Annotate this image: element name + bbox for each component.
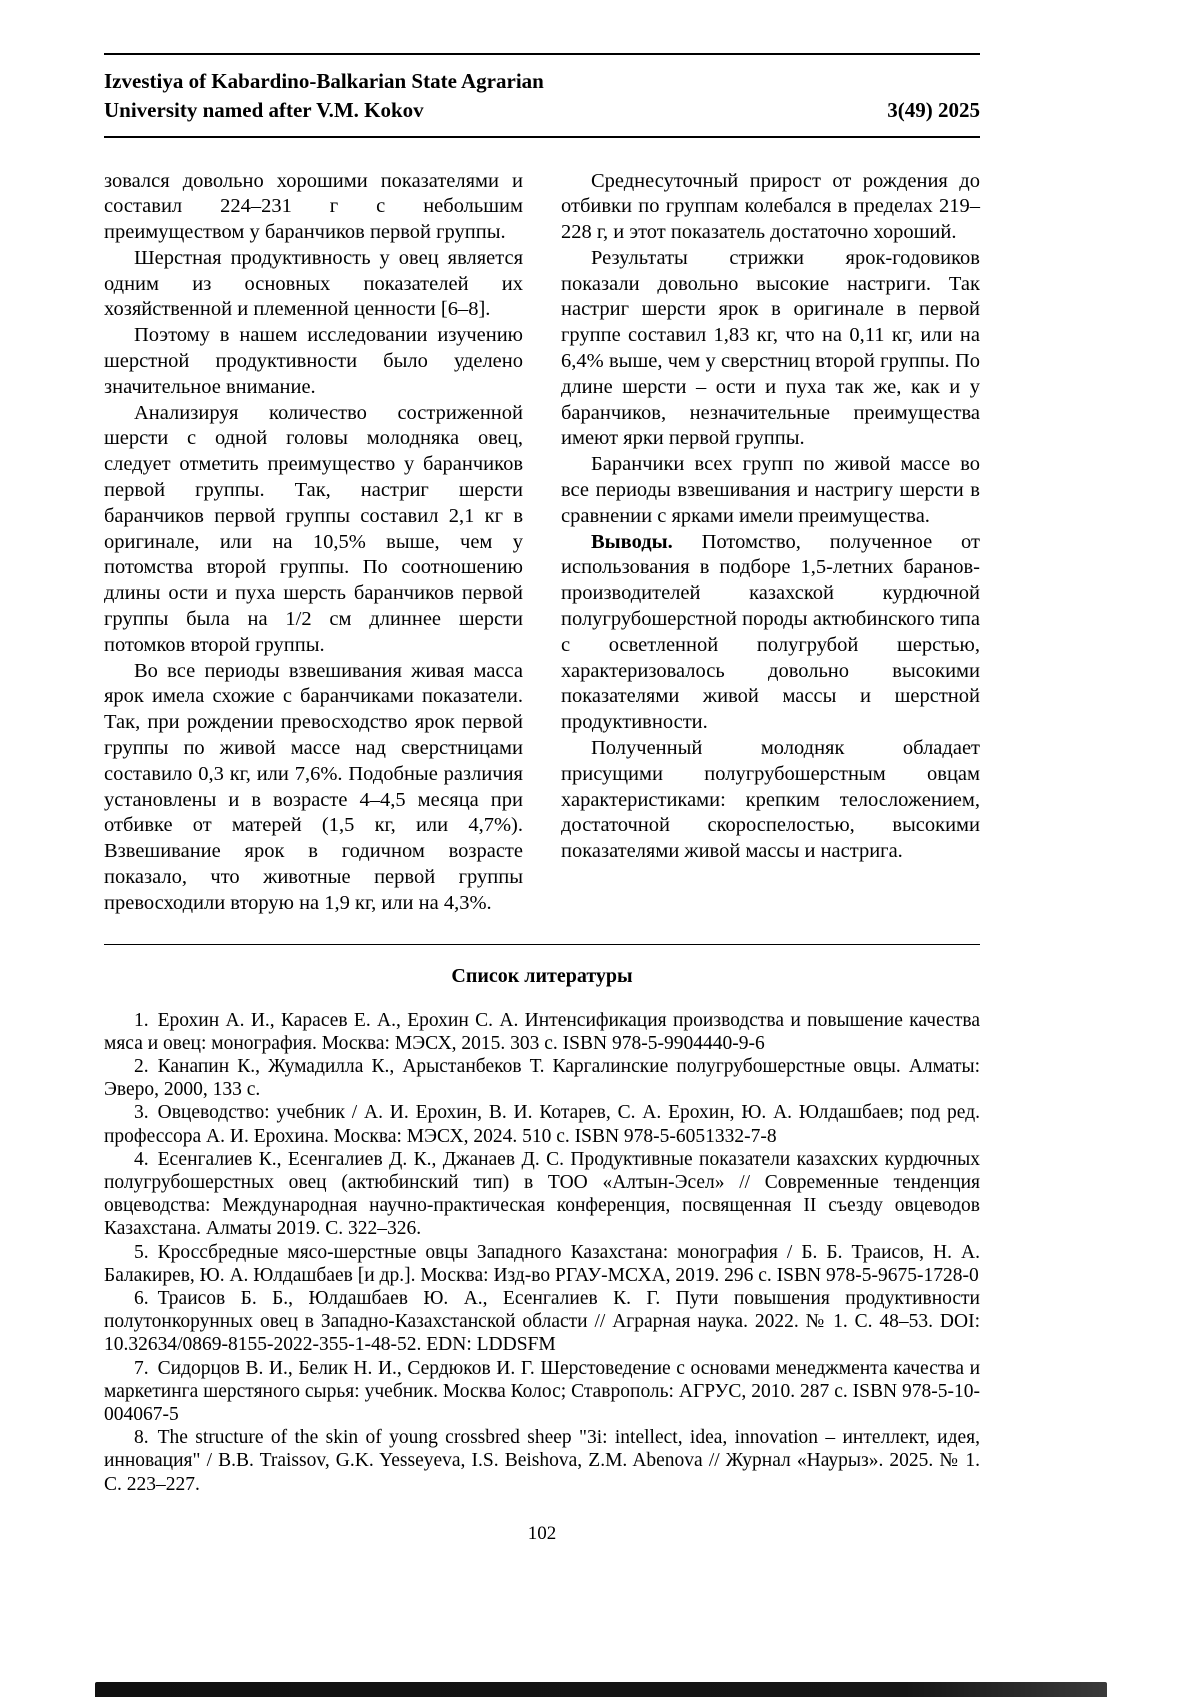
paragraph-lead: Выводы.: [591, 530, 673, 553]
paragraph: [561, 246, 980, 452]
reference-number: 6.: [134, 1288, 149, 1310]
paragraph: [104, 246, 523, 323]
issue-number: 3(49) 2025: [887, 98, 980, 123]
reference-text: Есенгалиев К., Есенгалиев Д. К., Джанаев Д. С. Продуктивные показатели казахских курдючных полугрубошерстных овец (актюбинский тип) в ТОО «Алтын-Эсел» // Современные тенденция овцеводства: Международная научно-практическая конференция, посвященная II съезду овцеводов Казахстана. Алматы 2019. С. 322–326.: [104, 1148, 980, 1240]
paragraph: [104, 401, 523, 659]
scan-artifact-bar: [95, 1682, 1107, 1697]
reference-text: Кроссбредные мясо-шерстные овцы Западного Казахстана: монография / Б. Б. Траисов, Н. А. Балакирев, Ю. А. Юлдашбаев [и др.]. Москва: Изд-во РГАУ-МСХА, 2019. 296 с. ISBN 978-5-9675-1728-0: [104, 1241, 980, 1286]
reference-text: Канапин К., Жумадилла К., Арыстанбеков Т. Каргалинские полугрубошерстные овцы. Алматы: Эверо, 2000, 133 с.: [104, 1056, 980, 1101]
reference-text: Овцеводство: учебник / А. И. Ерохин, В. И. Котарев, С. А. Ерохин, Ю. А. Юлдашбаев; под ред. профессора А. И. Ерохина. Москва: МЭСХ, 2024. 510 с. ISBN 978-5-6051332-7-8: [104, 1102, 980, 1147]
page-header: [104, 53, 980, 138]
right-column: [561, 169, 980, 917]
paragraph-text: Поэтому в нашем исследовании изучению шерстной продуктивности было уделено значительное внимание.: [104, 324, 523, 398]
paragraph: [104, 323, 523, 400]
journal-title-line2: University named after V.M. Kokov: [104, 98, 424, 123]
reference-item: [104, 1426, 980, 1496]
reference-item: [104, 1241, 980, 1287]
reference-number: 3.: [134, 1102, 149, 1124]
journal-title-line1: Izvestiya of Kabardino-Balkarian State Agrarian: [104, 69, 544, 93]
paragraph-text: Среднесуточный прирост от рождения до отбивки по группам колебался в пределах 219–228 г, и этот показатель достаточно хороший.: [561, 169, 980, 244]
reference-number: 1.: [134, 1009, 149, 1031]
reference-number: 8.: [134, 1427, 149, 1449]
reference-item: [104, 1148, 980, 1241]
paragraph: [561, 452, 980, 529]
paragraph-text: Шерстная продуктивность у овец является одним из основных показателей их хозяйственной и племенной ценности [6–8].: [104, 246, 523, 321]
paragraph-text: Полученный молодняк обладает присущими полугрубошерстным овцам характеристиками: крепким телосложением, достаточной скороспелостью, высокими показателями живой массы и настрига.: [561, 737, 980, 863]
reference-item: [104, 1357, 980, 1427]
reference-text: Ерохин А. И., Карасев Е. А., Ерохин С. А. Интенсификация производства и повышение качества мяса и овец: монография. Москва: МЭСХ, 2015. 303 с. ISBN 978-5-9904440-9-6: [104, 1009, 980, 1054]
reference-number: 5.: [134, 1241, 149, 1263]
paragraph: [104, 659, 523, 917]
header-rule-top: [104, 53, 980, 55]
reference-number: 2.: [134, 1056, 149, 1078]
reference-item: [104, 1055, 980, 1101]
reference-number: 7.: [134, 1357, 149, 1379]
paragraph-text: зовался довольно хорошими показателями и составил 224–231 г с небольшим преимуществом у баранчиков первой группы.: [104, 169, 523, 244]
references-title: Список литературы: [451, 964, 633, 987]
journal-title-row: [104, 97, 980, 123]
references-separator-rule: [104, 944, 980, 945]
paragraph-text: Баранчики всех групп по живой массе во все периоды взвешивания и настригу шерсти в сравнении с ярками имели преимущества.: [561, 453, 980, 527]
paragraph-text: Потомство, полученное от использования в подборе 1,5-летних баранов-производителей казахской курдючной полугрубошерстной породы актюбинского типа с осветленной полугрубой шерстью, характеризовалось довольно высокими показателями живой массы и шерстной продуктивности.: [561, 530, 980, 734]
paragraph-text: Результаты стрижки ярок-годовиков показали довольно высокие настриги. Так настриг шерсти ярок в оригинале в первой группе составил 1,83 кг, что на 0,11 кг, или на 6,4% выше, чем у сверстниц второй группы. По длине шерсти – ости и пуха так же, как и у баранчиков, незначительные преимущества имеют ярки первой группы.: [561, 246, 980, 450]
paragraph: [104, 169, 523, 246]
reference-text: Сидорцов В. И., Белик Н. И., Сердюков И. Г. Шерстоведение с основами менеджмента качества и маркетинга шерстяного сырья: учебник. Москва Колос; Ставрополь: АГРУС, 2010. 287 с. ISBN 978-5-10-004067-5: [104, 1357, 980, 1426]
references-section: [104, 965, 980, 1496]
paragraph-text: Во все периоды взвешивания живая масса ярок имела схожие с баранчиками показатели. Так, при рождении превосходство ярок первой группы по живой массе над сверстницами составило 0,3 кг, или 7,6%. Подобные различия установлены и в возрасте 4–4,5 месяца при отбивке от матерей (1,5 кг, или 4,7%). Взвешивание ярок в годичном возрасте показало, что животные первой группы превосходили вторую на 1,9 кг, или на 4,3%.: [104, 659, 523, 914]
page-number: 102: [527, 1522, 557, 1544]
reference-number: 4.: [134, 1148, 149, 1170]
paragraph: [561, 736, 980, 865]
article-body: [104, 169, 980, 917]
reference-text: Траисов Б. Б., Юлдашбаев Ю. А., Есенгалиев К. Г. Пути повышения продуктивности полутонкорунных овец в Западно-Казахстанской области // Аграрная наука. 2022. № 1. С. 48–53. DOI: 10.32634/0869-8155-2022-355-1-48-52. EDN: LDDSFM: [104, 1288, 980, 1356]
paragraph-text: Анализируя количество состриженной шерсти с одной головы молодняка овец, следует отметить преимущество у баранчиков первой группы. Так, настриг шерсти баранчиков первой группы составил 2,1 кг в оригинале, или на 10,5% выше, чем у потомства второй группы. По соотношению длины ости и пуха шерсть баранчиков первой группы была на 1/2 см длиннее шерсти потомков второй группы.: [104, 401, 523, 656]
reference-item: [104, 1009, 980, 1055]
paragraph: [561, 169, 980, 246]
reference-item: [104, 1287, 980, 1357]
reference-text: The structure of the skin of young crossbred sheep "3i: intellect, idea, innovation – интеллект, идея, инновация" / B.B. Traissov, G.K. Yesseyeva, I.S. Beishova, Z.M. Abenova // Журнал «Наурыз». 2025. № 1. С. 223–227.: [104, 1427, 980, 1495]
header-rule-bottom: [104, 136, 980, 138]
left-column: [104, 169, 523, 917]
reference-item: [104, 1101, 980, 1147]
paragraph-conclusions: [561, 530, 980, 736]
page-footer: [104, 1523, 980, 1545]
